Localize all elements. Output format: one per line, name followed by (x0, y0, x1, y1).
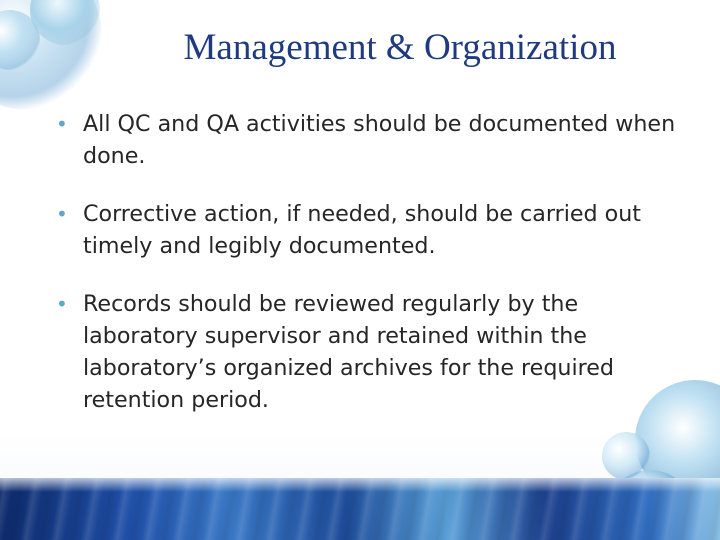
bullet-text: Corrective action, if needed, should be carried out timely and legibly documented. (83, 201, 641, 259)
bullet-icon: • (56, 112, 68, 136)
bullet-list (54, 108, 684, 442)
slide-title: Management & Organization (183, 27, 617, 68)
bullet-item (54, 288, 684, 416)
bullet-text: All QC and QA activities should be documented when done. (83, 111, 676, 169)
bottom-decorative-band (0, 478, 720, 540)
bullet-item (54, 198, 684, 262)
bullet-item (54, 108, 684, 172)
bullet-icon: • (56, 202, 68, 226)
bullet-text: Records should be reviewed regularly by the laboratory supervisor and retained within the laboratory’s organized archives for the required retention period. (83, 291, 615, 413)
bullet-icon: • (56, 292, 68, 316)
